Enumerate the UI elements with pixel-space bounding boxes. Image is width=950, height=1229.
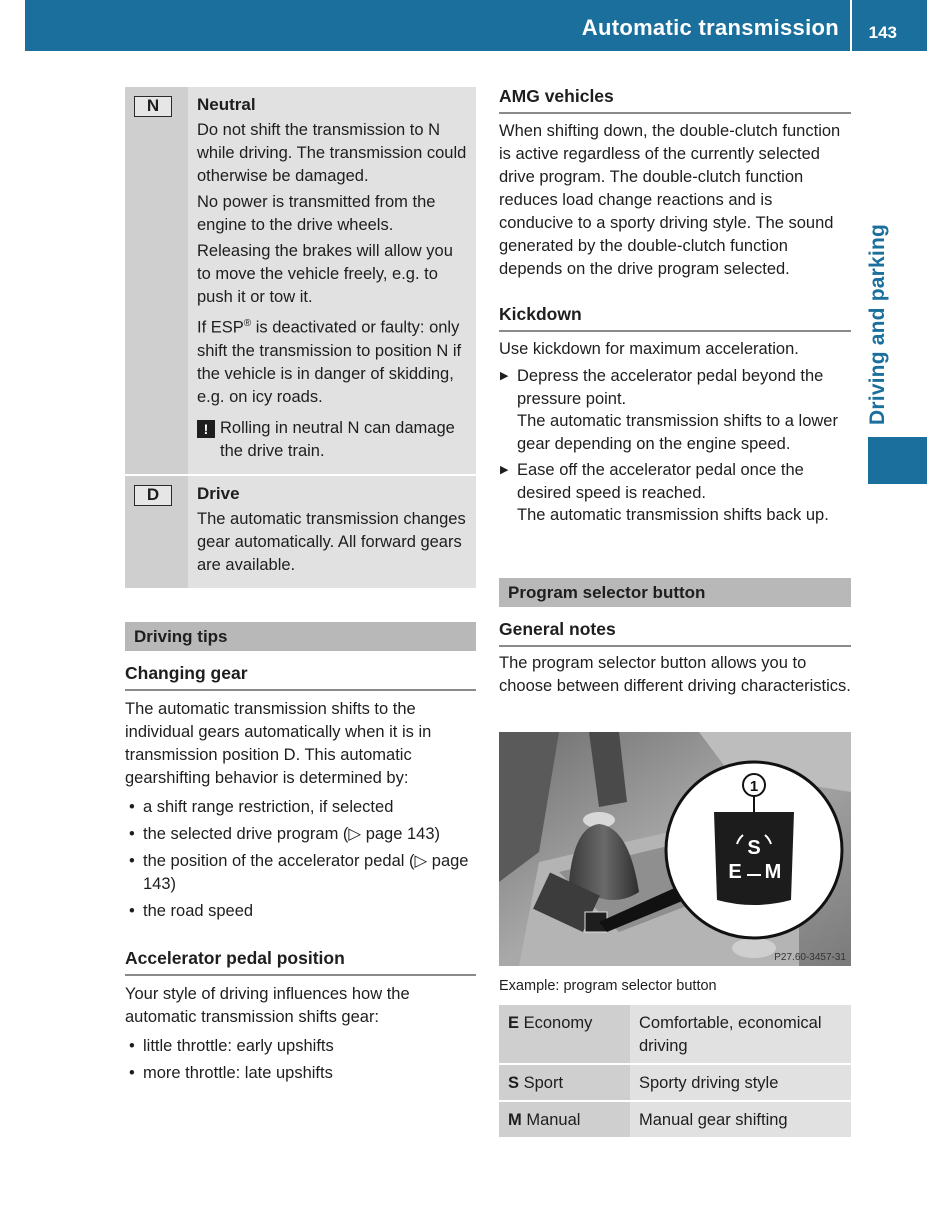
gear-name: Drive — [197, 483, 240, 503]
step-item — [499, 459, 851, 527]
mode-name-cell — [499, 1101, 630, 1137]
kickdown-body — [499, 338, 851, 527]
warning-icon: ! — [197, 420, 215, 438]
heading-kickdown: Kickdown — [499, 302, 851, 332]
program-modes-table — [499, 1005, 851, 1137]
page-number: 143 — [868, 23, 897, 42]
chapter-title: Automatic transmission — [581, 15, 839, 40]
paragraph: The automatic transmission changes gear automatically. All forward gears are available. — [197, 509, 466, 574]
step-item — [499, 365, 851, 455]
paragraph: The automatic transmission shifts to the individual gears automatically when it is in transmission position D. This automatic gearshifting behavior is determined by: — [125, 700, 432, 787]
paragraph: No power is transmitted from the engine to the drive wheels. — [197, 193, 436, 234]
gear-console-illustration — [499, 732, 851, 966]
heading-general-notes: General notes — [499, 617, 851, 647]
paragraph: Use kickdown for maximum acceleration. — [499, 340, 799, 358]
list-item: • the road speed — [125, 900, 476, 923]
mode-name-cell — [499, 1005, 630, 1064]
esp-paragraph — [197, 312, 468, 409]
warning-text: Rolling in neutral N can damage the drive train. — [220, 418, 455, 460]
throttle-list — [125, 1035, 476, 1085]
mode-letter: M — [508, 1111, 522, 1129]
paragraph: Do not shift the transmission to N while driving. The transmission could otherwise be damaged. — [197, 121, 467, 185]
gear-symbol-cell — [125, 476, 188, 588]
side-tab-label: Driving and parking — [866, 224, 889, 425]
warning-note — [197, 417, 468, 466]
heading-changing-gear: Changing gear — [125, 661, 476, 691]
page-header — [25, 0, 927, 51]
list-item: • the position of the accelerator pedal (▷ page 143) — [125, 850, 476, 896]
accelerator-body — [125, 983, 476, 1085]
table-row — [499, 1064, 851, 1101]
gear-position-table — [125, 87, 476, 588]
step-action: Depress the accelerator pedal beyond the pressure point. — [517, 367, 824, 408]
gear-row-drive — [125, 474, 476, 588]
list-item: • the selected drive program (▷ page 143) — [125, 823, 476, 846]
gear-factors-list — [125, 796, 476, 923]
mode-name: Manual — [521, 1111, 581, 1129]
registered-mark: ® — [243, 318, 252, 329]
section-program-selector: Program selector button — [499, 578, 851, 607]
list-item: • a shift range restriction, if selected — [125, 796, 476, 819]
step-result: The automatic transmission shifts to a lower gear depending on the engine speed. — [517, 412, 838, 453]
mode-letter: S — [508, 1074, 520, 1092]
mode-name: Sport — [519, 1074, 564, 1092]
side-tab-marker — [868, 437, 927, 484]
step-result: The automatic transmission shifts back up. — [517, 506, 829, 524]
heading-accelerator-pedal: Accelerator pedal position — [125, 946, 476, 976]
mode-name: Economy — [519, 1014, 593, 1032]
gear-row-neutral — [125, 87, 476, 474]
photo-caption: Example: program selector button — [499, 978, 717, 994]
gear-description — [188, 476, 476, 588]
amg-text: When shifting down, the double-clutch function is active regardless of the currently selected drive program. The double-clutch function reduces load change reactions and is conducive to a sporty driving style. The sound generated by the double-clutch function depends on the drive program selected. — [499, 122, 841, 278]
table-row — [499, 1005, 851, 1064]
button-label-m: M — [764, 861, 782, 883]
mode-description: Sporty driving style — [630, 1064, 851, 1101]
image-reference-code: P27.60-3457-31 — [774, 952, 846, 963]
mode-description: Manual gear shifting — [630, 1101, 851, 1137]
gear-name: Neutral — [197, 95, 256, 114]
gear-symbol-n: N — [134, 96, 172, 117]
program-selector-photo — [499, 732, 851, 966]
esp-prefix: If ESP — [197, 318, 244, 337]
program-selector-text: The program selector button allows you to choose between different driving characteristics. — [499, 654, 851, 695]
mode-name-cell — [499, 1064, 630, 1101]
gear-description — [188, 87, 476, 474]
button-label-s: S — [747, 837, 761, 859]
step-action: Ease off the accelerator pedal once the desired speed is reached. — [517, 461, 804, 502]
esp-suffix: is deactivated or faulty: only shift the transmission to position N if the vehicle is in danger of skidding, e.g. on icy roads. — [197, 318, 462, 406]
callout-number: 1 — [749, 778, 759, 795]
button-label-e: E — [728, 861, 742, 883]
table-row — [499, 1101, 851, 1137]
section-driving-tips: Driving tips — [125, 622, 476, 651]
paragraph: Your style of driving influences how the automatic transmission shifts gear: — [125, 985, 410, 1026]
header-divider — [850, 0, 852, 51]
gear-symbol-cell — [125, 87, 188, 474]
gear-symbol-d: D — [134, 485, 172, 506]
heading-amg-vehicles: AMG vehicles — [499, 84, 851, 114]
list-item: • little throttle: early upshifts — [125, 1035, 476, 1058]
mode-letter: E — [508, 1014, 520, 1032]
changing-gear-body — [125, 698, 476, 923]
paragraph: Releasing the brakes will allow you to move the vehicle freely, e.g. to push it or tow it. — [197, 242, 453, 306]
mode-description: Comfortable, economical driving — [630, 1005, 851, 1064]
list-item: • more throttle: late upshifts — [125, 1062, 476, 1085]
kickdown-steps — [499, 365, 851, 527]
